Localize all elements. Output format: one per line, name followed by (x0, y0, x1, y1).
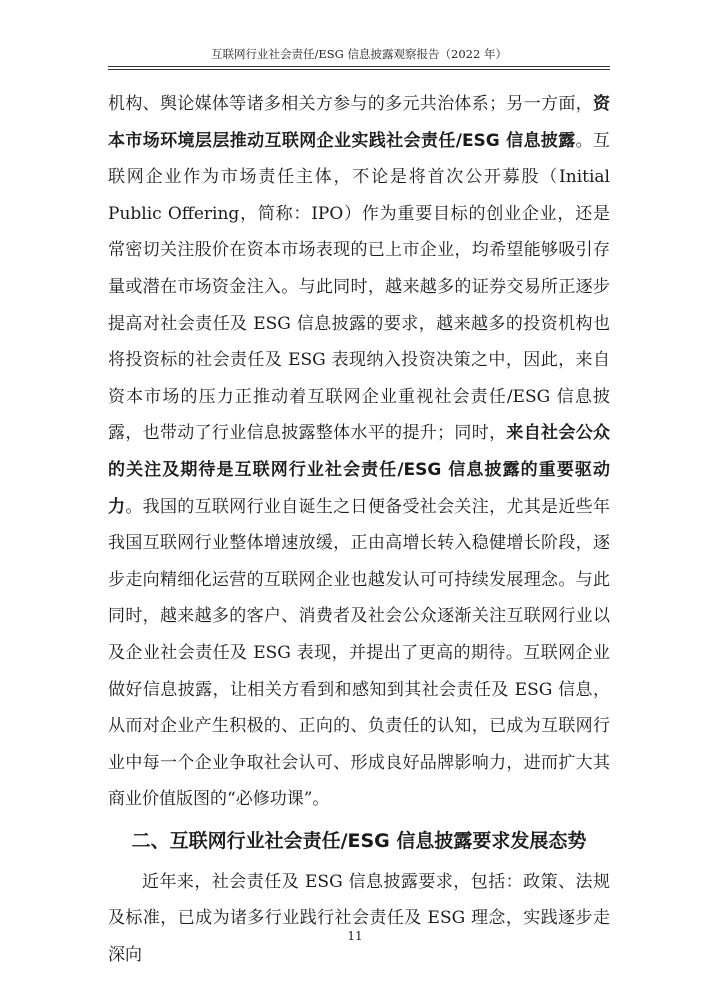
paragraph-1-text-2: 。互联网企业作为市场责任主体，不论是将首次公开募股（Initial Public Offering，简称：IPO）作为重要目标的创业企业，还是常密切关注股价在资本市场表现的已上市企业，均希望能够吸引存量或潜在市场资金注入。与此同时，越来越多的证券交易所正逐步提高对社会责任及 ESG 信息披露的要求，越来越多的投资机构也将投资标的社会责任及 ESG 表现纳入投资决策之中，因此，来自资本市场的压力正推动着互联网企业重视社会责任/ESG 信息披露，也带动了行业信息披露整体水平的提升；同时， (108, 130, 611, 444)
paragraph-2: 近年来，社会责任及 ESG 信息披露要求，包括：政策、法规及标准，已成为诸多行业践行社会责任及 ESG 理念，实践逐步走深向 (108, 871, 610, 966)
page-header: 互联网行业社会责任/ESG 信息披露观察报告（2022 年） (108, 46, 610, 67)
paragraph-1-bold-2: 来自社会公众的关注及期待是互联网行业社会责任/ESG 信息披露的重要驱动力 (108, 423, 611, 517)
paragraph-1-text-3: 。我国的互联网行业自诞生之日便备受社会关注，尤其是近些年我国互联网行业整体增速放缓，正由高增长转入稳健增长阶段，逐步走向精细化运营的互联网企业也越发认可可持续发展理念。与此同时，越来越多的客户、消费者及社会公众逐渐关注互联网行业以及企业社会责任及 ESG 表现，并提出了更高的期待。互联网企业做好信息披露，让相关方看到和感知到其社会责任及 ESG 信息，从而对企业产生积极的、正向的、负责任的认知，已成为互联网行业中每一个企业争取社会认可、形成良好品牌影响力，进而扩大其商业价值版图的“必修功课”。 (108, 496, 611, 810)
body-text (108, 86, 610, 974)
paragraph-1-bold-1: 资本市场环境层层推动互联网企业实践社会责任/ESG 信息披露 (108, 94, 610, 151)
section-heading: 二、互联网行业社会责任/ESG 信息披露要求发展态势 (131, 829, 587, 852)
page-number: 11 (347, 929, 363, 943)
paragraph-1-text-1: 机构、舆论媒体等诸多相关方参与的多元共治体系；另一方面， (108, 94, 593, 114)
paragraph-1 (108, 86, 610, 818)
